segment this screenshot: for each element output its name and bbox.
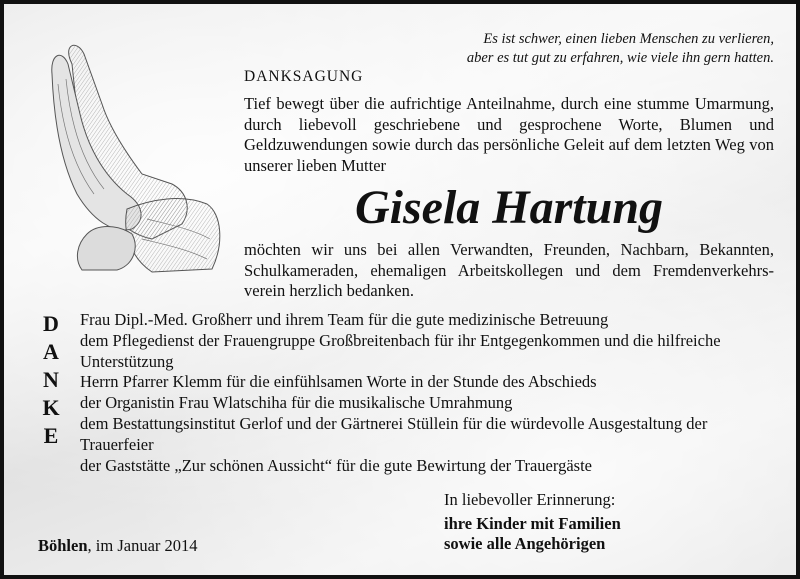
list-item: dem Bestattungsinstitut Gerlof und der Gärtnerei Stüllein für die würdevolle Ausgestaltung der Trauerfeier <box>80 413 708 454</box>
thanks-list <box>80 310 780 476</box>
list-item: Frau Dipl.-Med. Großherr und ihrem Team für die gute medizinische Betreuung <box>80 310 609 329</box>
signers-line-1: ihre Kinder mit Familien <box>444 514 621 533</box>
list-item: der Gaststätte „Zur schönen Aussicht“ für die gute Bewirtung der Trauergäste <box>80 455 592 475</box>
list-item: der Organistin Frau Wlatschiha für die musikalische Umrahmung <box>80 393 513 413</box>
danke-vertical <box>36 310 66 450</box>
closing-label: In liebevoller Erinnerung: <box>444 490 616 509</box>
danke-letter: N <box>43 367 59 392</box>
danke-letter: K <box>42 395 60 420</box>
signers-line-2: sowie alle Angehörigen <box>444 534 606 553</box>
place-date <box>38 536 198 556</box>
quote-line-1: Es ist schwer, einen lieben Menschen zu verlieren, <box>483 31 774 47</box>
danke-letter: D <box>43 311 59 336</box>
danke-letter: A <box>43 339 59 364</box>
thanks-text: möchten wir uns bei allen Verwandten, Freunden, Nachbarn, Bekannten, Schulkameraden, ehemaligen Arbeitskollegen und dem Fremdenverkehrs-verein herzlich bedanken. <box>244 240 774 300</box>
quote-line-2: aber es tut gut zu erfahren, wie viele ihn gern hatten. <box>466 50 774 66</box>
deceased-name: Gisela Hartung <box>354 181 664 234</box>
quote <box>404 30 774 68</box>
place-date-text: , im Januar 2014 <box>87 536 198 555</box>
place-town: Böhlen <box>38 536 88 555</box>
danke-letter: E <box>43 423 59 448</box>
heading: DANKSAGUNG <box>244 68 364 85</box>
praying-hands-icon <box>32 34 227 274</box>
list-item: dem Pflegedienst der Frauengruppe Großbreitenbach für ihr Entgegenkommen und die hilfreiche Unterstützung <box>80 330 721 371</box>
intro-text: Tief bewegt über die aufrichtige Anteilnahme, durch eine stumme Umarmung, durch liebevoll geschriebene und gesprochene Worte, Blumen und Geldzuwendungen sowie durch das persönliche Geleit auf dem letzten Weg von unserer lieben Mutter <box>244 94 774 175</box>
signers <box>444 514 621 554</box>
list-item: Herrn Pfarrer Klemm für die einfühlsamen Worte in der Stunde des Abschieds <box>80 372 597 392</box>
